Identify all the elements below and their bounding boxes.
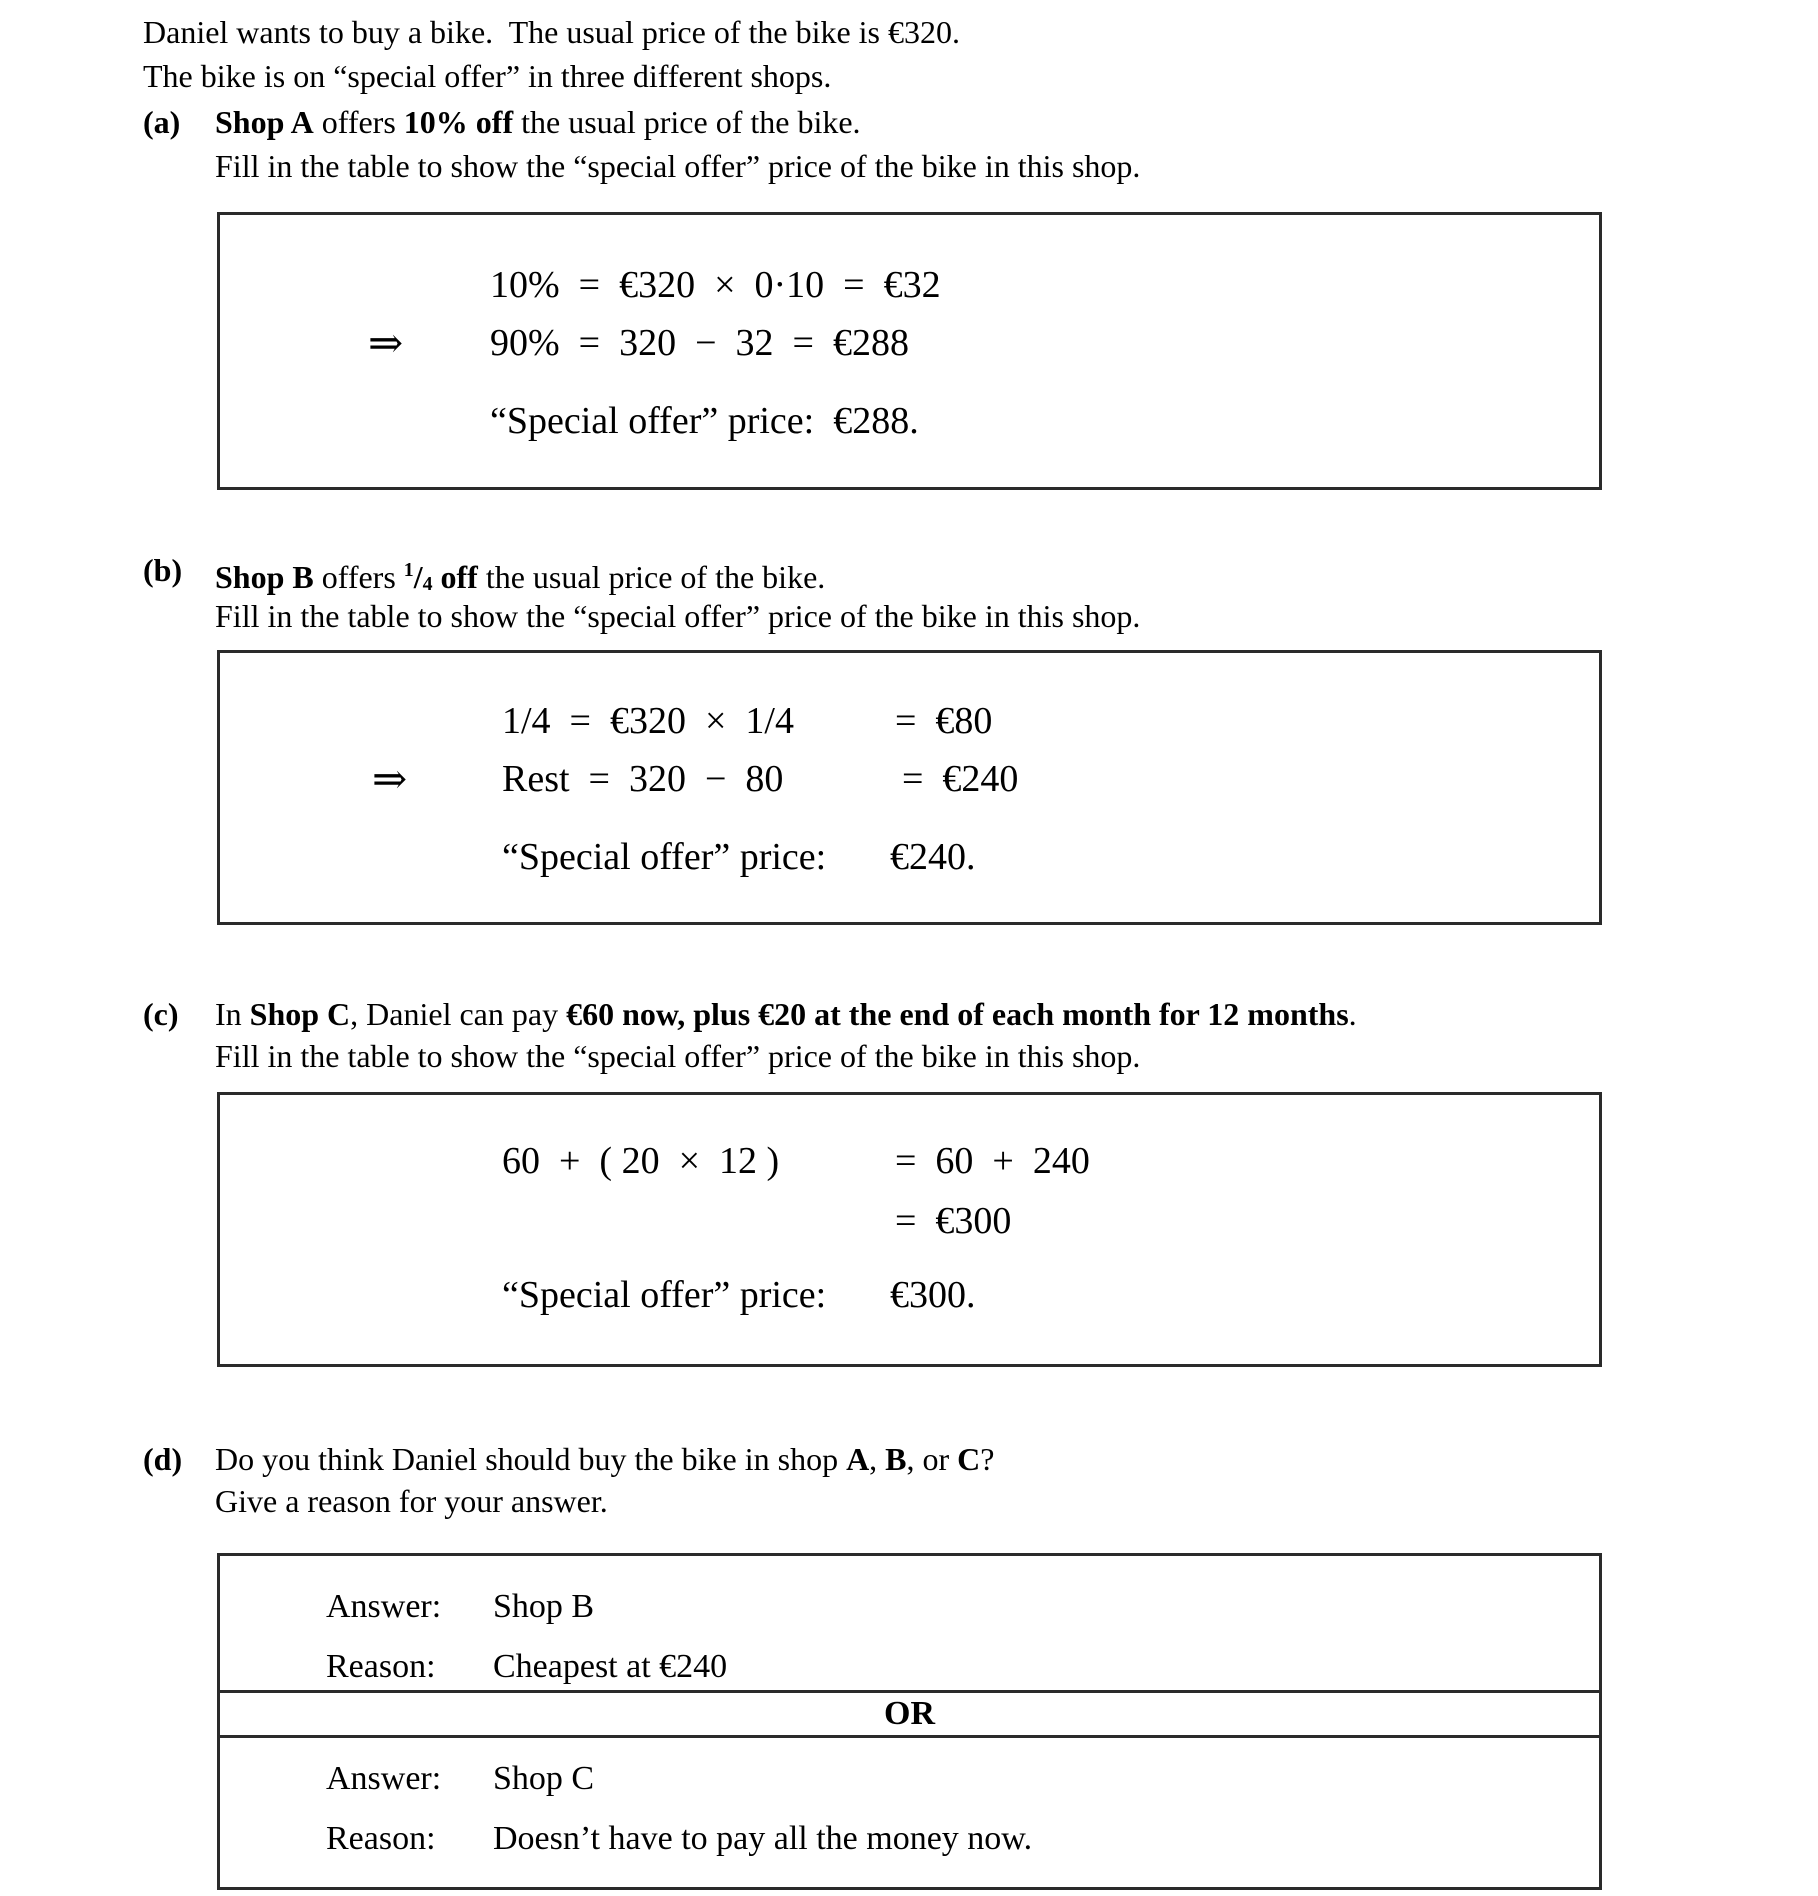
section-b-subheading: Fill in the table to show the “special offer” price of the bike in this shop. xyxy=(215,598,1141,634)
special-offer-price-value-b: €240. xyxy=(890,836,976,878)
reason-label-1: Reason: xyxy=(326,1648,436,1685)
section-a-label: (a) xyxy=(143,104,181,140)
or-label: OR xyxy=(884,1695,935,1732)
section-b-label: (b) xyxy=(143,552,183,588)
implies-arrow-icon: ⇒ xyxy=(368,318,404,367)
section-b-heading: Shop B offers $^1$/4 off the usual price of the bike. xyxy=(215,559,826,595)
special-offer-price-a: “Special offer” price: €288. xyxy=(490,400,919,442)
equation-b-row2-right: = €240 xyxy=(902,758,1019,800)
or-divider xyxy=(220,1690,1599,1738)
answer-label-2: Answer: xyxy=(326,1760,442,1797)
equation-c-row1-right: = 60 + 240 xyxy=(895,1140,1090,1182)
answer-box-b xyxy=(217,650,1602,925)
implies-arrow-icon: ⇒ xyxy=(372,754,408,803)
equation-b-row1-right: = €80 xyxy=(895,700,993,742)
answer-value-2: Shop C xyxy=(493,1760,595,1797)
intro-line-1: Daniel wants to buy a bike. The usual price of the bike is €320. xyxy=(143,14,960,50)
section-a-heading: Shop A offers 10% off the usual price of the bike. xyxy=(215,104,861,140)
equation-c-row2-right: = €300 xyxy=(895,1200,1012,1242)
section-d-label: (d) xyxy=(143,1441,183,1477)
reason-value-2: Doesn’t have to pay all the money now. xyxy=(493,1820,1033,1857)
section-c-heading: In Shop C, Daniel can pay €60 now, plus €20 at the end of each month for 12 months. xyxy=(215,996,1357,1032)
answer-value-1: Shop B xyxy=(493,1588,595,1625)
section-d-heading: Do you think Daniel should buy the bike in shop A, B, or C? xyxy=(215,1441,995,1477)
section-a-subheading: Fill in the table to show the “special offer” price of the bike in this shop. xyxy=(215,148,1141,184)
special-offer-price-value-c: €300. xyxy=(890,1274,976,1316)
answer-box-c xyxy=(217,1092,1602,1367)
reason-value-1: Cheapest at €240 xyxy=(493,1648,728,1685)
special-offer-price-label-c: “Special offer” price: xyxy=(502,1274,827,1316)
equation-a-line2: 90% = 320 − 32 = €288 xyxy=(490,322,909,364)
intro-line-2: The bike is on “special offer” in three different shops. xyxy=(143,58,832,94)
special-offer-price-label-b: “Special offer” price: xyxy=(502,836,827,878)
reason-label-2: Reason: xyxy=(326,1820,436,1857)
answer-label-1: Answer: xyxy=(326,1588,442,1625)
equation-b-row2-left: Rest = 320 − 80 xyxy=(502,758,784,800)
equation-a-line1: 10% = €320 × 0·10 = €32 xyxy=(490,264,941,306)
equation-c-row1-left: 60 + ( 20 × 12 ) xyxy=(502,1140,780,1182)
answer-box-a xyxy=(217,212,1602,490)
section-c-label: (c) xyxy=(143,996,179,1032)
section-d-subheading: Give a reason for your answer. xyxy=(215,1483,608,1519)
equation-b-row1-left: 1/4 = €320 × 1/4 xyxy=(502,700,794,742)
answer-box-d xyxy=(217,1553,1602,1890)
section-c-subheading: Fill in the table to show the “special offer” price of the bike in this shop. xyxy=(215,1038,1141,1074)
